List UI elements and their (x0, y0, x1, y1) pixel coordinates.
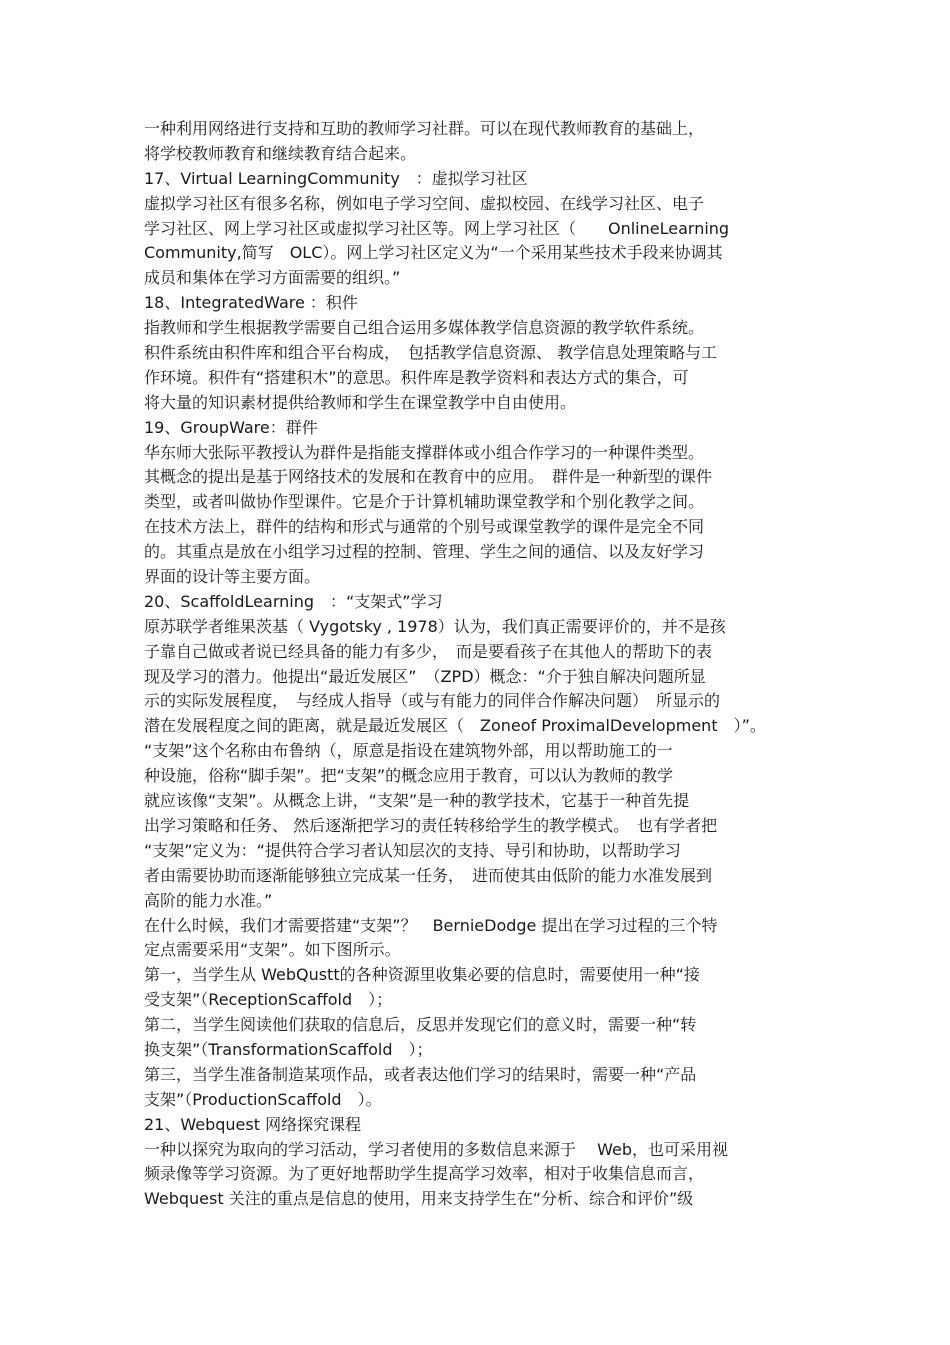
text-line: 出学习策略和任务、 然后逐渐把学习的责任转移给学生的教学模式。 也有学者把 (144, 815, 718, 835)
text-line: 现及学习的潜力。他提出“最近发展区” （ZPD）概念：“介于独自解决问题所显 (144, 666, 706, 686)
text-line: 示的实际发展程度， 与经成人指导（或与有能力的同伴合作解决问题） 所显示的 (144, 691, 721, 711)
text-line: 华东师大张际平教授认为群件是指能支撑群体或小组合作学习的一种课件类型。 (144, 442, 705, 462)
text-line: Webquest 关注的重点是信息的使用，用来支持学生在“分析、综合和评价”级 (144, 1189, 694, 1209)
section-heading-20: 20、ScaffoldLearning ：“支架式”学习 (144, 591, 443, 611)
text-line: 成员和集体在学习方面需要的组织。” (144, 268, 401, 288)
text-line: 第一，当学生从 WebQustt的各种资源里收集必要的信息时，需要使用一种“接 (144, 965, 700, 985)
text-line: 其概念的提出是基于网络技术的发展和在教育中的应用。 群件是一种新型的课件 (144, 467, 713, 487)
text-line: 将学校教师教育和继续教育结合起来。 (144, 143, 417, 163)
text-line: 高阶的能力水准。” (144, 890, 273, 910)
text-line: “支架”这个名称由布鲁纳（，原意是指设在建筑物外部，用以帮助施工的一 (144, 741, 673, 761)
text-line: 原苏联学者维果茨基（ Vygotsky , 1978）认为，我们真正需要评价的，并不是孩 (144, 616, 726, 636)
document-body (144, 117, 824, 1212)
text-line: 定点需要采用“支架”。如下图所示。 (144, 940, 401, 960)
text-line: 支架”（ProductionScaffold ）。 (144, 1089, 382, 1109)
text-line: 种设施，俗称“脚手架”。把“支架”的概念应用于教育，可以认为教师的教学 (144, 766, 674, 786)
text-line: Community,简写 OLC）。网上学习社区定义为“一个采用某些技术手段来协调其 (144, 243, 723, 263)
text-line: 潜在发展程度之间的距离，就是最近发展区（ Zoneof ProximalDevelopment ）”。 (144, 716, 766, 736)
text-line: 类型，或者叫做协作型课件。它是介于计算机辅助课堂教学和个别化教学之间。 (144, 492, 705, 512)
text-line: 指教师和学生根据教学需要自己组合运用多媒体教学信息资源的教学软件系统。 (144, 318, 705, 338)
section-heading-18: 18、IntegratedWare ：积件 (144, 293, 358, 313)
text-line: 一种利用网络进行支持和互助的教师学习社群。可以在现代教师教育的基础上， (144, 119, 705, 138)
text-line: 作环境。积件有“搭建积木”的意思。积件库是教学资料和表达方式的集合，可 (144, 367, 689, 387)
text-line: 第三，当学生准备制造某项作品，或者表达他们学习的结果时，需要一种“产品 (144, 1064, 697, 1084)
section-heading-21: 21、Webquest 网络探究课程 (144, 1114, 362, 1134)
text-line: 的。其重点是放在小组学习过程的控制、管理、学生之间的通信、以及友好学习 (144, 542, 705, 562)
text-line: 学习社区、网上学习社区或虚拟学习社区等。网上学习社区（ OnlineLearning (144, 218, 730, 238)
section-heading-17: 17、Virtual LearningCommunity ：虚拟学习社区 (144, 168, 528, 188)
text-line: 就应该像“支架”。从概念上讲，“支架”是一种的教学技术，它基于一种首先提 (144, 791, 690, 811)
text-line: 积件系统由积件库和组合平台构成， 包括教学信息资源、 教学信息处理策略与工 (144, 343, 718, 363)
text-line: 将大量的知识素材提供给教师和学生在课堂教学中自由使用。 (144, 392, 577, 412)
text-line: 第二，当学生阅读他们获取的信息后，反思并发现它们的意义时，需要一种“转 (144, 1015, 697, 1035)
text-line: 频录像等学习资源。为了更好地帮助学生提高学习效率，相对于收集信息而言， (144, 1164, 705, 1184)
text-line: 者由需要协助而逐渐能够独立完成某一任务， 进而使其由低阶的能力水准发展到 (144, 865, 713, 885)
text-line: 界面的设计等主要方面。 (144, 567, 321, 587)
text-line: 受支架”（ReceptionScaffold ）； (144, 990, 393, 1010)
section-heading-19: 19、GroupWare：群件 (144, 417, 318, 437)
text-line: 换支架”（TransformationScaffold ）； (144, 1039, 433, 1059)
text-line: “支架”定义为：“提供符合学习者认知层次的支持、导引和协助，以帮助学习 (144, 840, 681, 860)
text-line: 在什么时候，我们才需要搭建“支架”？ BernieDodge 提出在学习过程的三个特 (144, 915, 718, 935)
text-line: 一种以探究为取向的学习活动，学习者使用的多数信息来源于 Web，也可采用视 (144, 1139, 728, 1159)
text-line: 虚拟学习社区有很多名称，例如电子学习空间、虚拟校园、在线学习社区、电子 (144, 193, 705, 213)
text-line: 子靠自己做或者说已经具备的能力有多少， 而是要看孩子在其他人的帮助下的表 (144, 641, 713, 661)
text-line: 在技术方法上，群件的结构和形式与通常的个别号或课堂教学的课件是完全不同 (144, 517, 705, 537)
